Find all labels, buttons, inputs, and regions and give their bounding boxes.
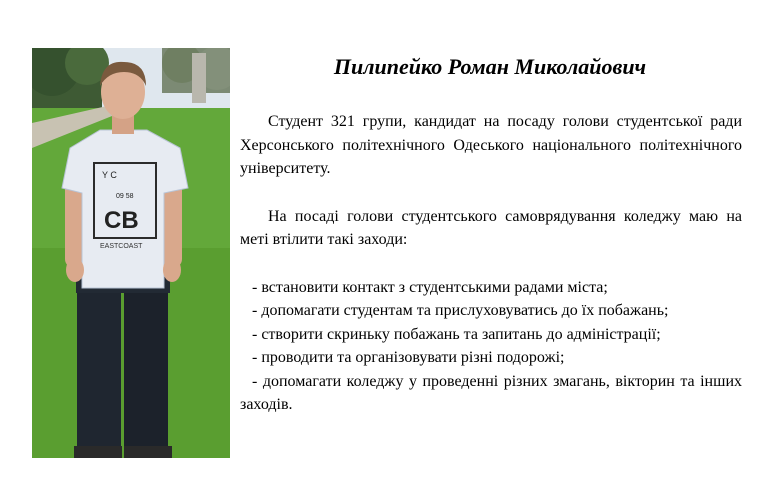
shirt-print-top: Y C [102, 170, 117, 180]
goal-item: - допомагати коледжу у проведенні різних змагань, вікторин та інших заходів. [240, 372, 742, 413]
goal-item: - створити скриньку побажань та запитань до адміністрації; [252, 325, 661, 343]
shirt-print-bottom: EASTCOAST [100, 243, 143, 250]
shirt-print-main: CB [104, 207, 139, 234]
candidate-description [240, 110, 742, 417]
candidate-photo [32, 48, 230, 458]
goal-item: - проводити та організовувати різні подорожі; [252, 349, 565, 366]
shirt-print-small: 09 58 [116, 193, 134, 200]
goal-item: - допомагати студентам та прислуховуватись до їх побажань; [252, 302, 669, 319]
goals-intro-paragraph: На посаді голови студентського самоврядування коледжу маю на меті втілити такі заходи: [240, 207, 742, 248]
goal-item: - встановити контакт з студентськими радами міста; [252, 278, 608, 296]
goals-list [240, 276, 742, 417]
page-title: Пилипейко Роман Миколайович [333, 54, 647, 79]
intro-paragraph: Студент 321 групи, кандидат на посаду голови студентської ради Херсонського політехнічного Одеського національного політехнічного університету. [240, 113, 742, 177]
candidate-photo-illustration [32, 48, 230, 458]
